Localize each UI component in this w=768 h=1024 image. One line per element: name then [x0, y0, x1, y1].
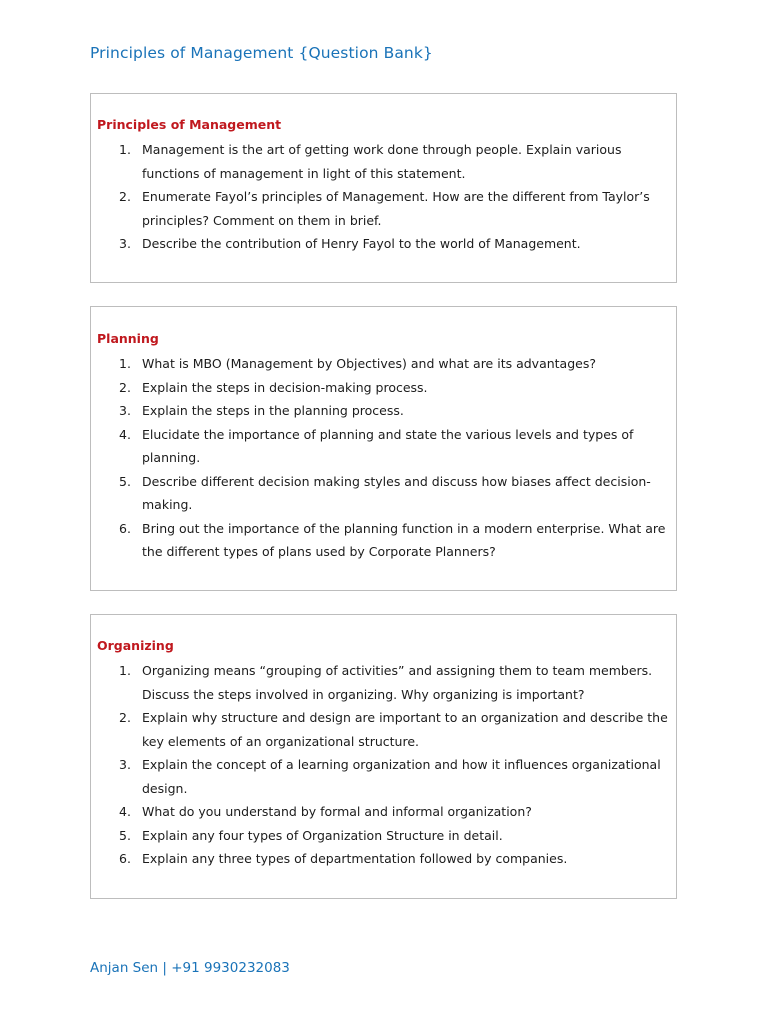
question-number: 5. — [119, 827, 131, 843]
section-planning — [90, 306, 677, 591]
section-principles-of-management — [90, 93, 677, 283]
question-number: 2. — [119, 710, 131, 725]
question-text: What do you understand by formal and informal organization? — [142, 804, 532, 819]
question-number: 2. — [119, 189, 131, 204]
section-title: Organizing — [97, 638, 174, 653]
list-item — [91, 232, 676, 256]
question-text: Explain the concept of a learning organization and how it influences organizational design. — [142, 757, 661, 796]
list-item — [91, 706, 676, 753]
question-text: Management is the art of getting work done through people. Explain various functions of management in light of this statement. — [142, 142, 622, 181]
question-text: Explain any three types of departmentation followed by companies. — [142, 851, 568, 866]
question-list — [91, 138, 676, 256]
section-title: Planning — [97, 331, 159, 346]
question-text: Describe different decision making styles and discuss how biases affect decision-making. — [142, 473, 651, 512]
question-text: Elucidate the importance of planning and state the various levels and types of planning. — [142, 426, 634, 465]
question-list — [91, 352, 676, 564]
question-number: 3. — [119, 757, 131, 772]
list-item — [91, 399, 676, 423]
list-item — [91, 753, 676, 800]
question-text: Explain the steps in decision-making process. — [142, 379, 428, 395]
section-organizing — [90, 614, 677, 899]
question-text: What is MBO (Management by Objectives) and what are its advantages? — [142, 356, 596, 371]
question-number: 6. — [119, 520, 131, 536]
list-item — [91, 423, 676, 470]
question-number: 3. — [119, 236, 131, 251]
question-number: 4. — [119, 426, 131, 442]
question-text: Bring out the importance of the planning function in a modern enterprise. What are the different types of plans used by Corporate Planners? — [142, 520, 666, 559]
document-title: Principles of Management {Question Bank} — [90, 44, 433, 62]
question-text: Explain any four types of Organization Structure in detail. — [142, 827, 503, 843]
question-text: Enumerate Fayol’s principles of Management. How are the different from Taylor’s principles? Comment on them in brief. — [142, 189, 650, 228]
question-text: Organizing means “grouping of activities” and assigning them to team members. Discuss the steps involved in organizing. Why organizing is important? — [142, 663, 653, 702]
list-item — [91, 847, 676, 871]
question-text: Explain the steps in the planning process. — [142, 403, 404, 418]
list-item — [91, 800, 676, 824]
question-number: 3. — [119, 403, 131, 418]
list-item — [91, 138, 676, 185]
question-number: 4. — [119, 804, 131, 819]
question-number: 1. — [119, 356, 131, 371]
question-number: 1. — [119, 663, 131, 678]
footer-contact: Anjan Sen | +91 9930232083 — [90, 960, 290, 976]
list-item — [91, 185, 676, 232]
list-item — [91, 824, 676, 848]
question-number: 6. — [119, 851, 131, 866]
list-item — [91, 517, 676, 564]
question-text: Describe the contribution of Henry Fayol to the world of Management. — [142, 236, 581, 251]
list-item — [91, 470, 676, 517]
question-list — [91, 659, 676, 871]
section-title: Principles of Management — [97, 117, 282, 132]
list-item — [91, 376, 676, 400]
question-number: 5. — [119, 473, 131, 489]
question-number: 2. — [119, 379, 131, 395]
list-item — [91, 659, 676, 706]
question-text: Explain why structure and design are important to an organization and describe the key elements of an organizational structure. — [142, 710, 668, 749]
list-item — [91, 352, 676, 376]
question-number: 1. — [119, 142, 131, 157]
